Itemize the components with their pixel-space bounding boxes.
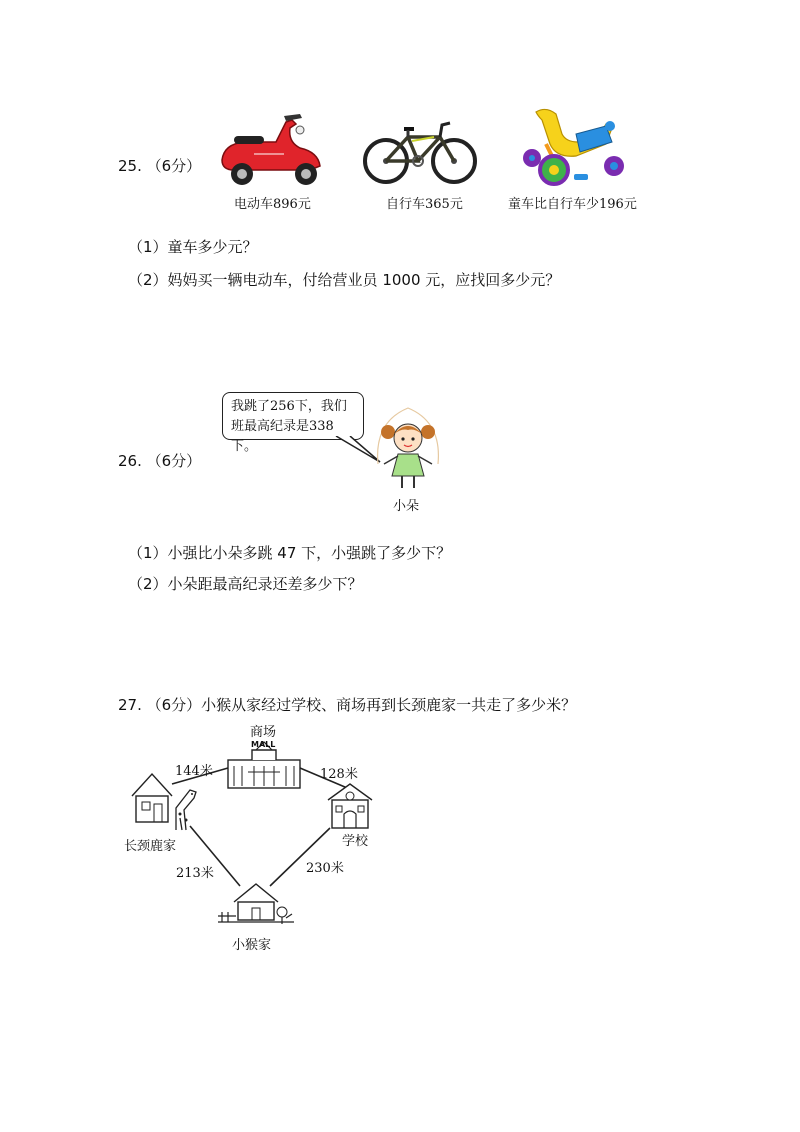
distance-giraffe-mall: 144米 bbox=[175, 764, 213, 779]
scooter-icon bbox=[214, 108, 326, 188]
scooter-caption: 电动车896元 bbox=[234, 197, 311, 212]
bicycle-icon bbox=[362, 115, 478, 187]
monkey-home-icon bbox=[218, 884, 294, 924]
girl-jumping-rope-icon bbox=[370, 402, 446, 494]
school-label: 学校 bbox=[342, 834, 369, 849]
q25-subquestion-1: （1）童车多少元？ bbox=[128, 238, 258, 256]
distance-mall-school: 128米 bbox=[320, 767, 358, 782]
q26-subquestion-2: （2）小朵距最高纪录还差多少下？ bbox=[128, 575, 363, 593]
speech-line-1: 我跳了256下，我们 bbox=[231, 399, 347, 414]
q27-text: （6分）小猴从家经过学校、商场再到长颈鹿家一共走了多少米？ bbox=[146, 696, 577, 714]
speech-bubble bbox=[222, 392, 364, 454]
bicycle-caption: 自行车365元 bbox=[386, 197, 463, 212]
q26-points: （6分） bbox=[146, 452, 202, 470]
tricycle-caption: 童车比自行车少196元 bbox=[508, 197, 637, 212]
q26-subquestion-1: （1）小强比小朵多跳 47 下，小强跳了多少下？ bbox=[128, 544, 452, 562]
tricycle-icon bbox=[516, 104, 628, 192]
q27-header bbox=[118, 694, 576, 715]
monkey-home-label: 小猴家 bbox=[232, 938, 272, 953]
q25-points: （6分） bbox=[146, 157, 202, 175]
q26-number: 26. bbox=[118, 452, 142, 470]
q27-number: 27. bbox=[118, 696, 142, 714]
girl-name-label: 小朵 bbox=[393, 499, 420, 514]
q25-number: 25. bbox=[118, 157, 142, 175]
q25-header bbox=[118, 155, 201, 176]
distance-monkey-school: 230米 bbox=[306, 861, 344, 876]
giraffe-home-label: 长颈鹿家 bbox=[124, 839, 177, 854]
mall-sign: MALL bbox=[251, 740, 276, 749]
q26-header bbox=[118, 450, 201, 471]
q25-subquestion-2: （2）妈妈买一辆电动车，付给营业员 1000 元，应找回多少元？ bbox=[128, 271, 561, 289]
speech-line-2: 班最高纪录是338下。 bbox=[231, 419, 334, 454]
mall-label: 商场 bbox=[250, 725, 277, 740]
school-icon bbox=[328, 784, 372, 828]
giraffe-home-icon bbox=[132, 774, 196, 830]
distance-giraffe-monkey: 213米 bbox=[176, 866, 214, 881]
